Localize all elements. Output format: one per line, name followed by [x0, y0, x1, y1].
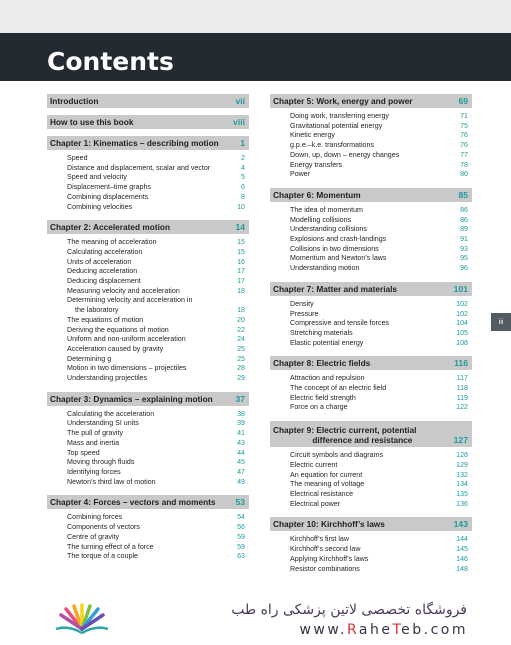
toc-entry-page: 41 — [237, 429, 245, 438]
toc-entry[interactable] — [270, 480, 472, 490]
chapter-heading[interactable] — [47, 94, 249, 108]
toc-entry[interactable] — [47, 439, 249, 449]
toc-entry-page: 44 — [237, 448, 245, 457]
toc-entry[interactable] — [47, 449, 249, 459]
toc-entry-title: Calculating the acceleration — [67, 409, 155, 418]
toc-entry-title: Collisions in two dimensions — [290, 244, 379, 253]
top-margin-band — [0, 0, 511, 33]
toc-entry-title: Identifying forces — [67, 467, 121, 476]
chapter-title: Chapter 10: Kirchhoff’s laws — [273, 519, 385, 530]
toc-entry[interactable] — [47, 410, 249, 420]
chapter-title — [273, 425, 416, 445]
toc-entry-title: Pressure — [290, 309, 319, 318]
toc-entry-title: Deducing acceleration — [67, 267, 138, 276]
toc-entry-page: 86 — [460, 215, 468, 224]
chapter-heading[interactable] — [270, 188, 472, 202]
section-list — [270, 206, 472, 274]
toc-entry[interactable] — [270, 535, 472, 545]
toc-entry-title: The torque of a couple — [67, 552, 138, 561]
toc-entry[interactable] — [47, 154, 249, 164]
toc-entry[interactable] — [270, 254, 472, 264]
toc-entry[interactable] — [47, 533, 249, 543]
toc-entry[interactable] — [270, 329, 472, 339]
toc-entry[interactable] — [47, 468, 249, 478]
toc-entry[interactable] — [270, 471, 472, 481]
chapter-title: How to use this book — [50, 117, 134, 127]
toc-entry[interactable] — [47, 374, 249, 384]
toc-entry-page: 5 — [241, 173, 245, 182]
toc-entry-page: 63 — [237, 552, 245, 561]
toc-entry-title: Mass and inertia — [67, 438, 120, 447]
toc-entry-title: Elastic potential energy — [290, 338, 364, 347]
toc-entry-title: Determining velocity and acceleration in — [67, 296, 193, 305]
toc-entry-title: Down, up, down – energy changes — [290, 150, 400, 159]
toc-entry-title: The meaning of acceleration — [67, 238, 157, 247]
page-title: Contents — [47, 47, 174, 76]
url-end: eb.com — [401, 622, 468, 638]
toc-entry-page: 148 — [456, 564, 468, 573]
toc-entry-page: 39 — [237, 419, 245, 428]
toc-entry-page: 128 — [456, 451, 468, 460]
toc-entry-page: 56 — [237, 523, 245, 532]
open-book-logo-icon — [52, 603, 112, 637]
toc-entry[interactable] — [47, 523, 249, 533]
toc-entry-page: 8 — [241, 192, 245, 201]
toc-entry[interactable] — [47, 355, 249, 365]
toc-right-column — [270, 94, 472, 582]
toc-entry-title: Combining velocities — [67, 202, 133, 211]
toc-entry[interactable] — [47, 316, 249, 326]
publisher-footer — [0, 596, 511, 645]
toc-entry[interactable] — [270, 403, 472, 413]
toc-entry-title: The turning effect of a force — [67, 542, 154, 551]
toc-entry-page: 145 — [456, 545, 468, 554]
chapter-title: Chapter 1: Kinematics – describing motion — [50, 138, 219, 148]
toc-entry-title: Kirchhoff’s second law — [290, 545, 361, 554]
toc-entry[interactable] — [270, 545, 472, 555]
toc-entry-page: 47 — [237, 467, 245, 476]
section-list — [47, 410, 249, 488]
toc-entry-page: 29 — [237, 374, 245, 383]
chapter-title: Chapter 8: Electric fields — [273, 358, 371, 369]
chapter-title-line2: difference and resistance — [312, 435, 413, 446]
toc-entry-page: 119 — [456, 393, 468, 402]
toc-entry-title: Applying Kirchhoff’s laws — [290, 554, 369, 563]
toc-entry-title: Top speed — [67, 448, 100, 457]
toc-entry-page: 75 — [460, 121, 468, 130]
toc-entry-page: 136 — [456, 499, 468, 508]
toc-entry[interactable] — [270, 245, 472, 255]
chapter-heading[interactable] — [270, 356, 472, 370]
url-letter-t: T — [392, 622, 402, 638]
toc-entry-title: Calculating acceleration — [67, 247, 143, 256]
toc-entry-page: 17 — [237, 267, 245, 276]
url-letter-r: R — [346, 622, 359, 638]
toc-entry-title: Compressive and tensile forces — [290, 319, 389, 328]
toc-entry-title: Circuit symbols and diagrams — [290, 451, 384, 460]
toc-entry[interactable] — [270, 310, 472, 320]
url-prefix: www. — [299, 622, 347, 638]
toc-entry-title: Moving through fluids — [67, 458, 135, 467]
toc-entry[interactable] — [47, 238, 249, 248]
toc-entry[interactable] — [270, 206, 472, 216]
toc-entry-page: 146 — [456, 554, 468, 563]
section-list — [47, 513, 249, 562]
toc-entry-page: 6 — [241, 183, 245, 192]
toc-entry-page: 76 — [460, 141, 468, 150]
toc-entry[interactable] — [47, 164, 249, 174]
toc-entry-title: the laboratory — [75, 306, 119, 315]
chapter-title: Chapter 6: Momentum — [273, 189, 361, 200]
toc-entry[interactable] — [270, 374, 472, 384]
chapter-title: Chapter 5: Work, energy and power — [273, 96, 413, 106]
toc-entry-title: Modelling collisions — [290, 215, 352, 224]
chapter-page-number: 85 — [458, 189, 468, 200]
toc-entry[interactable] — [270, 235, 472, 245]
toc-entry-page: 80 — [460, 170, 468, 179]
toc-entry[interactable] — [270, 339, 472, 349]
chapter-page-number: 69 — [458, 96, 468, 106]
toc-entry-title: Force on a charge — [290, 403, 348, 412]
toc-entry-title: Understanding motion — [290, 264, 360, 273]
toc-entry-page: 134 — [456, 480, 468, 489]
toc-entry[interactable] — [47, 203, 249, 213]
toc-entry-page: 49 — [237, 477, 245, 486]
toc-entry-page: 25 — [237, 344, 245, 353]
store-url[interactable] — [299, 622, 468, 638]
toc-entry-title: The meaning of voltage — [290, 480, 365, 489]
chapter-heading[interactable] — [47, 495, 249, 509]
chapter-page-number: 1 — [240, 138, 245, 148]
chapter-page-number: 127 — [453, 435, 468, 446]
toc-entry-page: 102 — [456, 309, 468, 318]
chapter-page-number: 101 — [453, 283, 468, 294]
chapter-page-number: 116 — [454, 358, 468, 369]
section-list — [270, 374, 472, 413]
toc-entry-page: 108 — [456, 338, 468, 347]
toc-entry-page: 24 — [237, 335, 245, 344]
toc-entry-title: Deducing displacement — [67, 277, 141, 286]
chapter-heading[interactable] — [47, 392, 249, 406]
toc-entry-title: Centre of gravity — [67, 532, 120, 541]
toc-entry[interactable] — [47, 277, 249, 287]
toc-entry-title: Displacement–time graphs — [67, 183, 151, 192]
toc-entry-title: Energy transfers — [290, 160, 343, 169]
chapter-heading[interactable] — [270, 282, 472, 296]
toc-entry-title: Combining displacements — [67, 192, 149, 201]
toc-entry-title: Resistor combinations — [290, 564, 360, 573]
toc-entry-page: 78 — [460, 160, 468, 169]
toc-entry-title: Understanding SI units — [67, 419, 139, 428]
chapter-heading[interactable] — [47, 220, 249, 234]
toc-entry-title: Electric current — [290, 460, 338, 469]
toc-entry-page: 129 — [456, 460, 468, 469]
toc-entry-title: Momentum and Newton’s laws — [290, 254, 387, 263]
toc-entry[interactable] — [47, 173, 249, 183]
toc-entry-title: The idea of momentum — [290, 205, 363, 214]
toc-entry-title: Power — [290, 170, 311, 179]
toc-entry[interactable] — [47, 306, 249, 316]
toc-entry[interactable] — [270, 225, 472, 235]
toc-entry[interactable] — [47, 552, 249, 562]
toc-entry-page: 2 — [241, 154, 245, 162]
toc-entry-title: The equations of motion — [67, 315, 144, 324]
chapter-page-number: vii — [235, 96, 245, 106]
toc-entry-page: 20 — [237, 315, 245, 324]
toc-entry-page: 18 — [237, 306, 245, 315]
toc-entry-page: 54 — [237, 513, 245, 522]
toc-entry-title: Deriving the equations of motion — [67, 325, 169, 334]
toc-entry-page: 18 — [237, 286, 245, 295]
toc-entry-title: Speed — [67, 154, 88, 162]
toc-entry-page: 117 — [456, 374, 468, 383]
section-list — [270, 535, 472, 574]
toc-entry-page: 132 — [456, 470, 468, 479]
toc-entry-title: An equation for current — [290, 470, 363, 479]
toc-entry-page: 135 — [456, 489, 468, 498]
toc-entry-page: 10 — [237, 202, 245, 211]
toc-entry[interactable] — [47, 419, 249, 429]
toc-entry-title: Kirchhoff’s first law — [290, 535, 350, 544]
chapter-page-number: 37 — [235, 393, 245, 404]
chapter-page-number: viii — [233, 117, 245, 127]
chapter-title: Chapter 7: Matter and materials — [273, 283, 398, 294]
toc-entry[interactable] — [270, 555, 472, 565]
toc-entry-page: 93 — [460, 244, 468, 253]
toc-entry-title: The concept of an electric field — [290, 384, 387, 393]
toc-entry[interactable] — [270, 490, 472, 500]
toc-entry-page: 4 — [241, 163, 245, 172]
toc-entry-page: 59 — [237, 542, 245, 551]
toc-entry-title: Distance and displacement, scalar and vector — [67, 163, 211, 172]
toc-left-column — [47, 94, 249, 570]
page-number-tab: iii — [491, 313, 511, 331]
toc-entry[interactable] — [47, 287, 249, 297]
toc-entry-page: 38 — [237, 409, 245, 418]
toc-entry[interactable] — [47, 335, 249, 345]
section-list — [270, 112, 472, 180]
toc-entry-title: Explosions and crash-landings — [290, 235, 387, 244]
toc-entry[interactable] — [47, 364, 249, 374]
toc-entry-page: 71 — [460, 112, 468, 120]
chapter-title-line1: Chapter 9: Electric current, potential — [273, 425, 417, 436]
toc-entry-title: Kinetic energy — [290, 131, 335, 140]
toc-entry-title: Determining g — [67, 354, 112, 363]
chapter-heading[interactable] — [47, 115, 249, 129]
chapter-heading[interactable] — [270, 517, 472, 531]
chapter-heading[interactable] — [47, 136, 249, 150]
store-name-persian: فروشگاه تخصصی لاتین پزشکی راه طب — [231, 602, 467, 618]
toc-entry-page: 89 — [460, 225, 468, 234]
toc-entry[interactable] — [47, 429, 249, 439]
chapter-title: Introduction — [50, 96, 99, 106]
toc-entry-title: Electrical power — [290, 499, 341, 508]
toc-entry[interactable] — [47, 193, 249, 203]
toc-entry[interactable] — [270, 300, 472, 310]
toc-entry-title: Attraction and repulsion — [290, 374, 365, 383]
chapter-heading[interactable] — [270, 421, 472, 447]
toc-entry[interactable] — [270, 565, 472, 575]
toc-entry-title: Gravitational potential energy — [290, 121, 383, 130]
toc-entry-page: 144 — [456, 535, 468, 544]
toc-entry-title: Motion in two dimensions – projectiles — [67, 364, 187, 373]
toc-entry-page: 104 — [456, 319, 468, 328]
toc-entry-title: Doing work, transferring energy — [290, 112, 389, 120]
toc-entry[interactable] — [47, 326, 249, 336]
toc-entry-page: 118 — [456, 384, 468, 393]
toc-entry-title: Units of acceleration — [67, 257, 132, 266]
toc-entry[interactable] — [270, 170, 472, 180]
toc-entry[interactable] — [270, 141, 472, 151]
toc-entry-page: 25 — [237, 354, 245, 363]
toc-entry[interactable] — [270, 161, 472, 171]
section-list — [47, 238, 249, 384]
toc-entry-title: Speed and velocity — [67, 173, 127, 182]
toc-entry[interactable] — [270, 151, 472, 161]
toc-entry-page: 15 — [237, 247, 245, 256]
toc-entry-page: 28 — [237, 364, 245, 373]
chapter-title: Chapter 2: Accelerated motion — [50, 222, 171, 233]
chapter-page-number: 14 — [235, 222, 245, 233]
toc-entry[interactable] — [270, 319, 472, 329]
toc-entry[interactable] — [270, 112, 472, 122]
toc-entry-title: Newton’s third law of motion — [67, 477, 156, 486]
url-mid: ahe — [358, 622, 393, 638]
contents-header-bar — [0, 33, 511, 81]
toc-entry-title: Acceleration caused by gravity — [67, 344, 164, 353]
toc-entry-page: 59 — [237, 532, 245, 541]
toc-entry-page: 22 — [237, 325, 245, 334]
toc-entry-title: Density — [290, 299, 314, 308]
toc-entry-page: 91 — [460, 235, 468, 244]
toc-entry-page: 102 — [456, 299, 468, 308]
toc-entry-page: 45 — [237, 458, 245, 467]
toc-entry[interactable] — [47, 258, 249, 268]
toc-entry-title: Measuring velocity and acceleration — [67, 286, 180, 295]
section-list — [47, 154, 249, 212]
toc-entry[interactable] — [47, 345, 249, 355]
toc-entry[interactable] — [47, 513, 249, 523]
toc-entry-page: 105 — [456, 328, 468, 337]
toc-entry-title: g.p.e.–k.e. transformations — [290, 141, 374, 150]
section-list — [270, 451, 472, 509]
toc-entry[interactable] — [47, 296, 249, 306]
toc-entry-page: 96 — [460, 264, 468, 273]
toc-entry[interactable] — [47, 267, 249, 277]
toc-entry-title: Understanding collisions — [290, 225, 367, 234]
toc-entry-page: 16 — [237, 257, 245, 266]
section-list — [270, 300, 472, 349]
chapter-page-number: 143 — [453, 519, 468, 530]
toc-entry[interactable] — [47, 458, 249, 468]
toc-entry-title: Electrical resistance — [290, 489, 354, 498]
toc-entry-page: 95 — [460, 254, 468, 263]
toc-entry-page: 122 — [456, 403, 468, 412]
toc-entry-page: 76 — [460, 131, 468, 140]
toc-entry-title: Uniform and non-uniform acceleration — [67, 335, 186, 344]
chapter-heading[interactable] — [270, 94, 472, 108]
toc-entry[interactable] — [270, 131, 472, 141]
toc-entry[interactable] — [270, 394, 472, 404]
toc-entry[interactable] — [270, 216, 472, 226]
toc-entry-page: 77 — [460, 150, 468, 159]
toc-entry-title: Stretching materials — [290, 328, 353, 337]
toc-entry[interactable] — [270, 451, 472, 461]
toc-entry[interactable] — [270, 384, 472, 394]
toc-entry-page: 15 — [237, 238, 245, 247]
toc-entry-title: Electric field strength — [290, 393, 356, 402]
toc-entry-page: 86 — [460, 205, 468, 214]
toc-entry-title: Combining forces — [67, 513, 123, 522]
chapter-title: Chapter 4: Forces – vectors and moments — [50, 497, 216, 508]
chapter-page-number: 53 — [235, 497, 245, 508]
toc-entry[interactable] — [270, 264, 472, 274]
toc-entry-title: The pull of gravity — [67, 429, 123, 438]
toc-entry-title: Understanding projectiles — [67, 374, 148, 383]
toc-entry[interactable] — [270, 122, 472, 132]
toc-entry-page: 43 — [237, 438, 245, 447]
toc-entry[interactable] — [47, 543, 249, 553]
toc-entry-page: 17 — [237, 277, 245, 286]
toc-entry[interactable] — [270, 461, 472, 471]
toc-entry[interactable] — [47, 478, 249, 488]
chapter-title: Chapter 3: Dynamics – explaining motion — [50, 393, 213, 404]
toc-entry-title: Components of vectors — [67, 523, 140, 532]
toc-entry[interactable] — [270, 500, 472, 510]
toc-entry[interactable] — [47, 183, 249, 193]
toc-entry[interactable] — [47, 248, 249, 258]
